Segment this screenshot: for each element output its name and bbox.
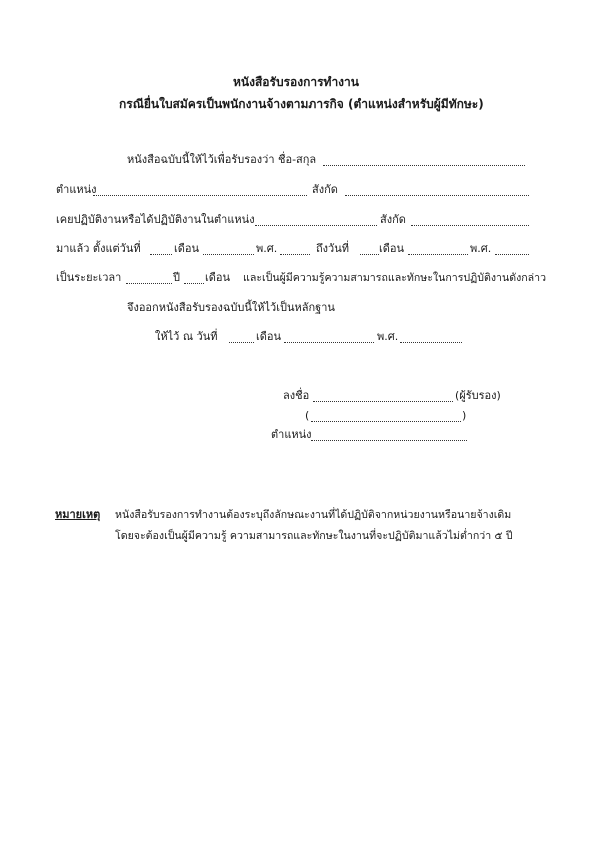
given-at-label: ให้ไว้ ณ วันที่ xyxy=(155,330,218,343)
signer-position-label: ตำแหน่ง xyxy=(271,428,312,441)
duration-years-field[interactable] xyxy=(126,282,172,284)
since-year-label: พ.ศ. xyxy=(256,242,278,255)
given-month-field[interactable] xyxy=(284,341,374,343)
since-day-field[interactable] xyxy=(150,253,172,255)
until-month-field[interactable] xyxy=(408,253,468,255)
certifier-label: (ผู้รับรอง) xyxy=(455,389,501,402)
position-label: ตำแหน่ง xyxy=(56,183,97,196)
until-year-label: พ.ศ. xyxy=(470,242,492,255)
under-label: สังกัด xyxy=(312,183,338,196)
since-year-field[interactable] xyxy=(280,253,310,255)
years-label: ปี xyxy=(173,271,180,284)
until-day-field[interactable] xyxy=(360,253,379,255)
sign-label: ลงชื่อ xyxy=(283,389,310,402)
until-month-label: เดือน xyxy=(379,242,405,255)
given-month-label: เดือน xyxy=(256,330,282,343)
signature-field[interactable] xyxy=(313,400,453,402)
document-title: หนังสือรับรองการทำงาน xyxy=(233,75,359,89)
previously-label: เคยปฏิบัติงานหรือได้ปฏิบัติงานในตำแหน่ง xyxy=(56,213,255,226)
duration-months-field[interactable] xyxy=(184,282,204,284)
close-paren: ) xyxy=(462,409,467,422)
position-field[interactable] xyxy=(93,194,307,196)
given-year-label: พ.ศ. xyxy=(377,330,399,343)
document-subtitle: กรณียื่นใบสมัครเป็นพนักงานจ้างตามภารกิจ (ตำแหน่งสำหรับผู้มีทักษะ) xyxy=(119,97,484,111)
given-year-field[interactable] xyxy=(400,341,462,343)
previous-position-field[interactable] xyxy=(255,224,377,226)
signer-position-field[interactable] xyxy=(311,439,467,441)
intro-text: หนังสือฉบับนี้ให้ไว้เพื่อรับรองว่า ชื่อ-สกุล xyxy=(127,153,317,166)
since-month-label: เดือน xyxy=(174,242,200,255)
duration-suffix: และเป็นผู้มีความรู้ความสามารถและทักษะในการปฏิบัติงานดังกล่าว xyxy=(243,272,547,284)
note-line-2: โดยจะต้องเป็นผู้มีความรู้ ความสามารถและทักษะในงานที่จะปฏิบัติมาแล้วไม่ต่ำกว่า ๕ ปี xyxy=(115,530,513,542)
given-day-field[interactable] xyxy=(229,341,254,343)
since-month-field[interactable] xyxy=(203,253,254,255)
note-label: หมายเหตุ xyxy=(55,508,101,521)
open-paren: ( xyxy=(305,409,310,422)
until-year-field[interactable] xyxy=(495,253,529,255)
name-field[interactable] xyxy=(323,164,525,166)
months-label: เดือน xyxy=(205,271,231,284)
under-field[interactable] xyxy=(345,194,529,196)
printed-name-field[interactable] xyxy=(311,420,461,422)
issue-line: จึงออกหนังสือรับรองฉบับนี้ให้ไว้เป็นหลักฐาน xyxy=(127,301,335,314)
duration-label: เป็นระยะเวลา xyxy=(56,271,122,284)
note-line-1: หนังสือรับรองการทำงานต้องระบุถึงลักษณะงานที่ได้ปฏิบัติจากหน่วยงานหรือนายจ้างเดิม xyxy=(115,509,512,521)
since-label: มาแล้ว ตั้งแต่วันที่ xyxy=(56,242,141,255)
previous-under-field[interactable] xyxy=(411,224,529,226)
under2-label: สังกัด xyxy=(380,213,406,226)
until-label: ถึงวันที่ xyxy=(316,242,349,255)
